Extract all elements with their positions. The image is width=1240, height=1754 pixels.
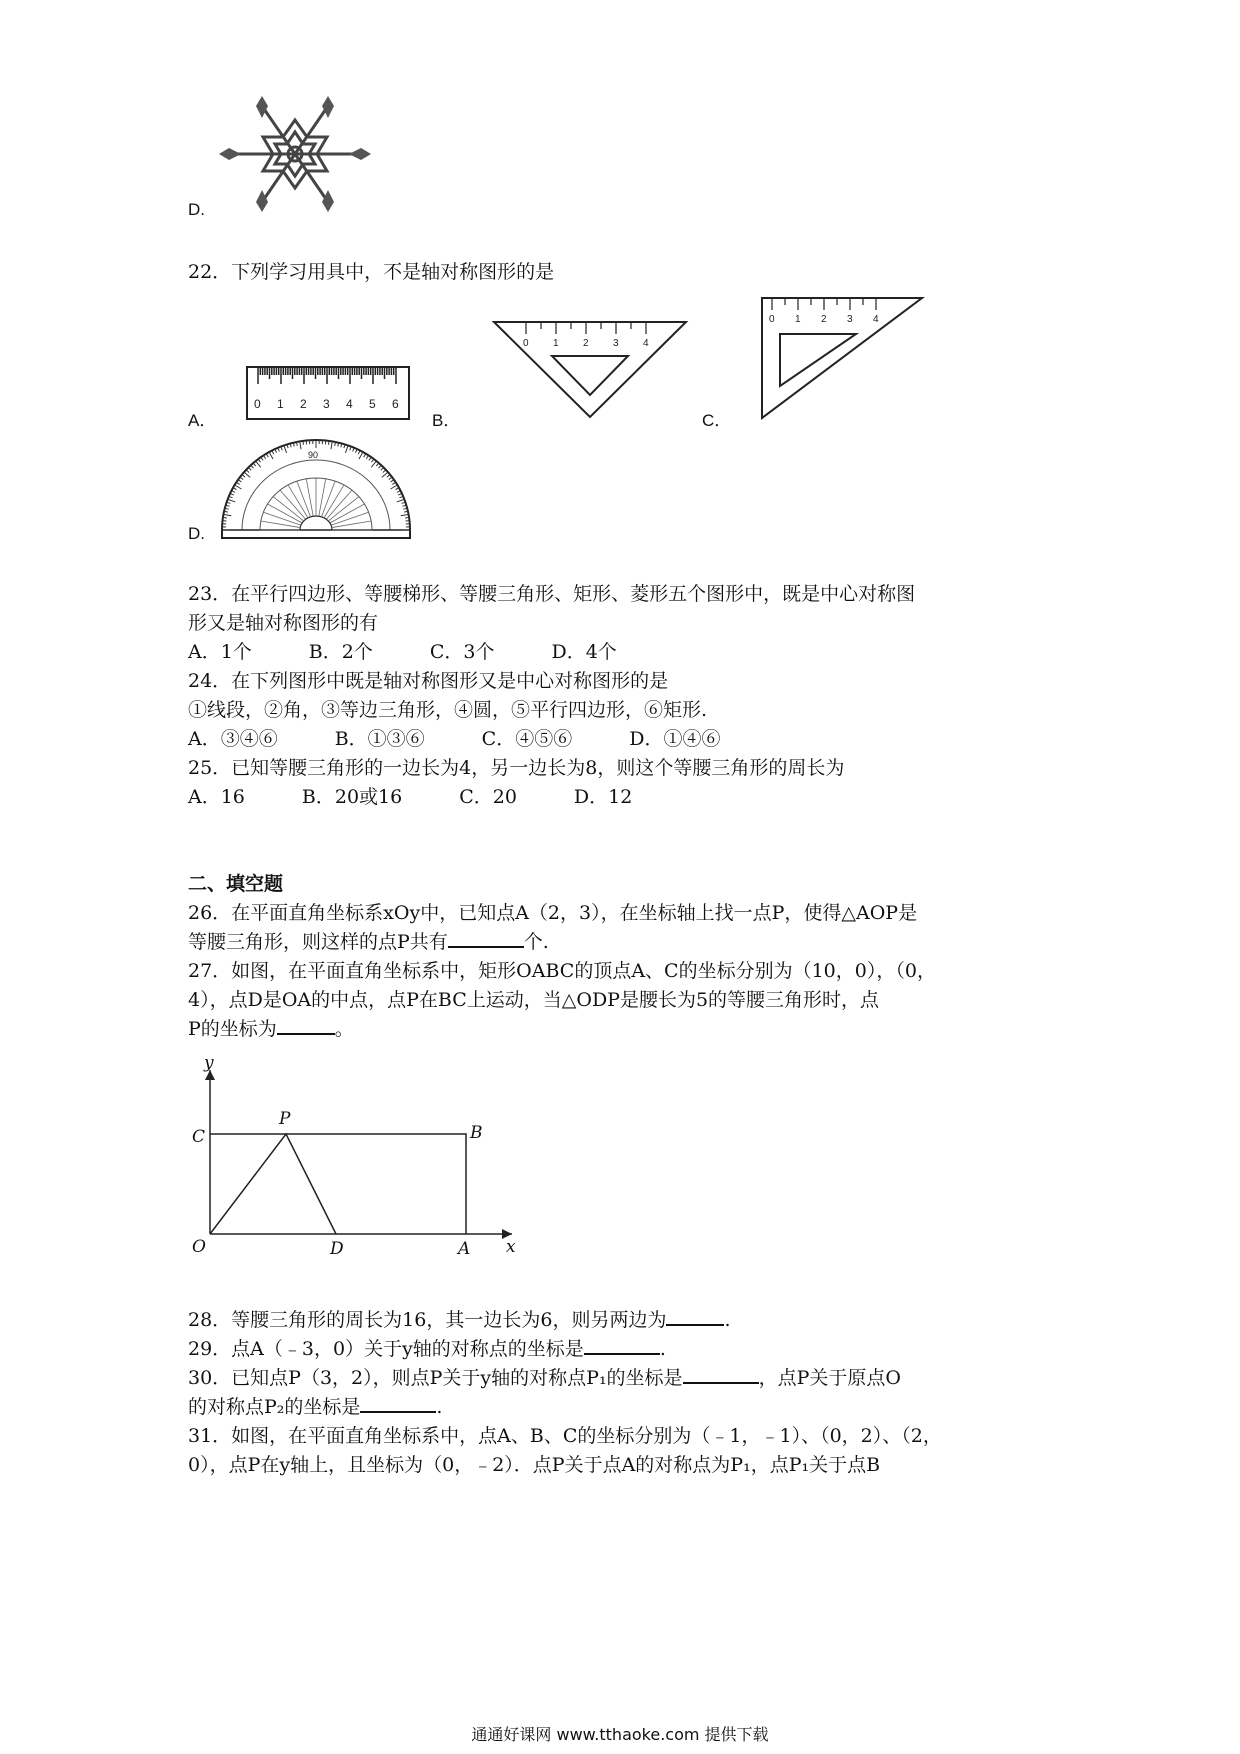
q28-end: . bbox=[724, 1309, 731, 1331]
q27-line3 bbox=[188, 1015, 354, 1043]
q24-line1: 24．在下列图形中既是轴对称图形又是中心对称图形的是 bbox=[188, 670, 669, 692]
q27-answer-blank[interactable] bbox=[277, 1015, 335, 1035]
fig-point-b: B bbox=[470, 1123, 483, 1143]
protractor-figure bbox=[220, 438, 412, 542]
q31-line2: 0），点P在y轴上，且坐标为（0，﹣2）．点P关于点A的对称点为P₁，点P₁关于点B bbox=[188, 1454, 881, 1476]
q29-text: 29．点A（﹣3，0）关于y轴的对称点的坐标是 bbox=[188, 1338, 584, 1360]
q28-text: 28．等腰三角形的周长为16，其一边长为6，则另两边为 bbox=[188, 1309, 667, 1331]
tri-b-tick-2: 2 bbox=[583, 338, 589, 349]
q21-option-d-label: D. bbox=[188, 200, 205, 219]
q30-line2-text: 的对称点P₂的坐标是 bbox=[188, 1396, 361, 1418]
fig-x-axis-label: x bbox=[506, 1237, 516, 1257]
fig-point-a: A bbox=[458, 1239, 471, 1259]
section-title: 二、填空题 bbox=[188, 873, 284, 895]
q25-line1: 25．已知等腰三角形的一边长为4，另一边长为8，则这个等腰三角形的周长为 bbox=[188, 757, 845, 779]
tri-b-tick-1: 1 bbox=[553, 338, 559, 349]
q30-line2-end: . bbox=[436, 1396, 443, 1418]
q31-line1: 31．如图，在平面直角坐标系中，点A、B、C的坐标分别为（﹣1，﹣1）、（0，2）、（2， bbox=[188, 1425, 942, 1447]
q23-line1: 23．在平行四边形、等腰梯形、等腰三角形、矩形、菱形五个图形中，既是中心对称图 bbox=[188, 583, 916, 605]
fig-point-o: O bbox=[192, 1237, 206, 1257]
tri-b-tick-4: 4 bbox=[643, 338, 649, 349]
fig-point-d: D bbox=[330, 1239, 344, 1259]
q30-line1 bbox=[188, 1364, 901, 1392]
tri-c-tick-4: 4 bbox=[873, 314, 879, 325]
q27-line3-end: 。 bbox=[334, 1018, 354, 1040]
tri-c-tick-3: 3 bbox=[847, 314, 853, 325]
q22-option-b-label: B． bbox=[432, 411, 461, 430]
q26-line2 bbox=[188, 928, 549, 956]
fig-point-c: C bbox=[192, 1127, 206, 1147]
q24-line2: ①线段，②角，③等边三角形，④圆，⑤平行四边形，⑥矩形. bbox=[188, 699, 708, 721]
snowflake-figure bbox=[215, 92, 375, 217]
tri-c-tick-1: 1 bbox=[795, 314, 801, 325]
coordinate-figure bbox=[186, 1050, 526, 1262]
tri-b-tick-0: 0 bbox=[523, 338, 529, 349]
tri-b-tick-3: 3 bbox=[613, 338, 619, 349]
ruler-tick-4: 4 bbox=[346, 397, 353, 411]
q27-line1: 27．如图，在平面直角坐标系中，矩形OABC的顶点A、C的坐标分别为（10，0），（0， bbox=[188, 960, 936, 982]
q23-line2: 形又是轴对称图形的有 bbox=[188, 612, 379, 634]
tri-c-tick-0: 0 bbox=[769, 314, 775, 325]
ruler-tick-6: 6 bbox=[392, 397, 399, 411]
fig-y-axis-label: y bbox=[204, 1053, 214, 1073]
q26-answer-blank[interactable] bbox=[448, 928, 524, 948]
q22-option-c-label: C． bbox=[702, 411, 732, 430]
q24-options: A．③④⑥ B．①③⑥ C．④⑤⑥ D．①④⑥ bbox=[188, 728, 721, 750]
q30-line2 bbox=[188, 1393, 442, 1421]
protractor-tick bbox=[223, 517, 227, 518]
q26-line2-text: 等腰三角形，则这样的点P共有 bbox=[188, 931, 448, 953]
q23-options: A．1个 B．2个 C．3个 D．4个 bbox=[188, 641, 617, 663]
page-footer: 通通好课网 www.tthaoke.com 提供下载 bbox=[471, 1725, 769, 1744]
ruler-tick-5: 5 bbox=[369, 397, 376, 411]
q28-line bbox=[188, 1306, 731, 1334]
ruler-tick-0: 0 bbox=[254, 397, 261, 411]
ruler-figure bbox=[246, 366, 410, 420]
q29-line bbox=[188, 1335, 666, 1363]
q30-line1-text: 30．已知点P（3，2），则点P关于y轴的对称点P₁的坐标是 bbox=[188, 1367, 683, 1389]
q30-line1-end: ，点P关于原点O bbox=[758, 1367, 901, 1389]
fig-point-p: P bbox=[279, 1109, 291, 1129]
q26-line2-end: 个. bbox=[523, 931, 549, 953]
ruler-tick-2: 2 bbox=[300, 397, 307, 411]
ruler-tick-3: 3 bbox=[323, 397, 330, 411]
protractor-tick bbox=[303, 441, 304, 445]
q27-line2: 4），点D是OA的中点，点P在BC上运动，当△ODP是腰长为5的等腰三角形时，点 bbox=[188, 989, 880, 1011]
q28-answer-blank[interactable] bbox=[666, 1306, 724, 1326]
q29-end: . bbox=[659, 1338, 666, 1360]
q22-option-a-label: A． bbox=[188, 411, 217, 430]
q22-stem: 22．下列学习用具中，不是轴对称图形的是 bbox=[188, 261, 555, 283]
q22-option-d-label: D. bbox=[188, 524, 205, 543]
q27-line3-text: P的坐标为 bbox=[188, 1018, 277, 1040]
q26-line1: 26．在平面直角坐标系xOy中，已知点A（2，3），在坐标轴上找一点P，使得△AOP是 bbox=[188, 902, 918, 924]
isosceles-set-square-figure bbox=[492, 320, 688, 420]
q25-options: A．16 B．20或16 C．20 D．12 bbox=[188, 786, 633, 808]
q30-answer-blank-1[interactable] bbox=[683, 1364, 759, 1384]
q29-answer-blank[interactable] bbox=[584, 1335, 660, 1355]
protractor-tick bbox=[329, 441, 330, 445]
tri-c-tick-2: 2 bbox=[821, 314, 827, 325]
protractor-90-label: 90 bbox=[308, 450, 319, 460]
right-set-square-figure bbox=[760, 296, 924, 420]
ruler-tick-1: 1 bbox=[277, 397, 284, 411]
q30-answer-blank-2[interactable] bbox=[360, 1393, 436, 1413]
protractor-tick bbox=[405, 517, 409, 518]
